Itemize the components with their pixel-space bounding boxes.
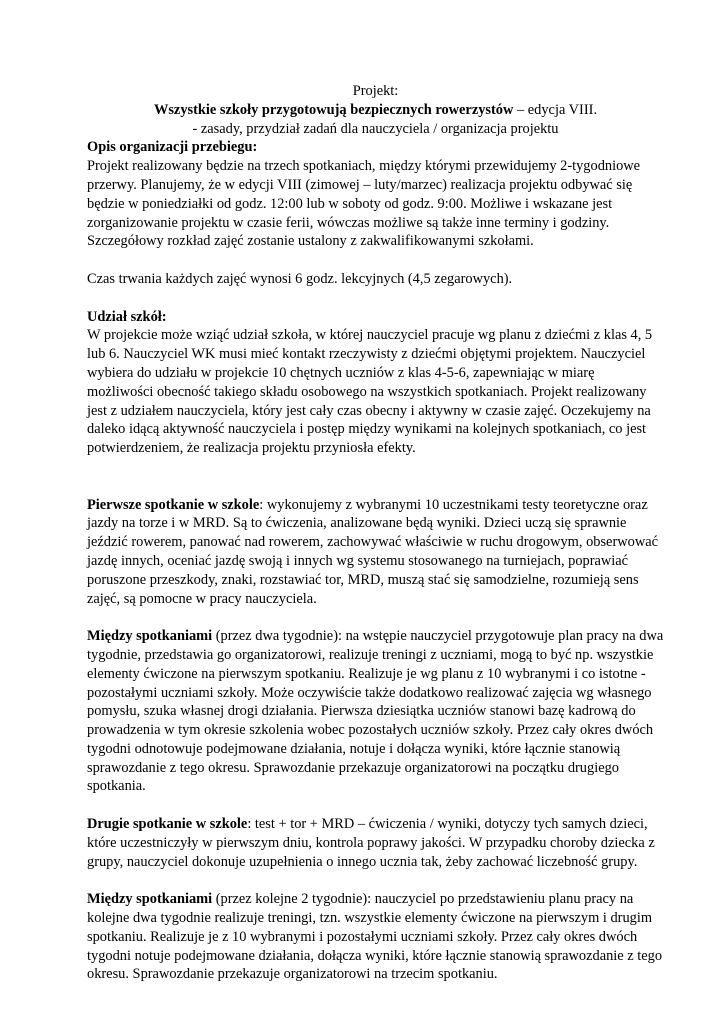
- drugie-text: : test + tor + MRD – ćwiczenia / wyniki, dotyczy tych samych dzieci, które uczestniczyły w pierwszym dniu, kontrola poprawy jakości. W przypadku choroby dziecka z grupy, nauczyciel dokonuje uzupełnienia o innego ucznia tak, żeby zachować liczebność grupy.: [87, 816, 655, 870]
- title-bold: Wszystkie szkoły przygotowują bezpiecznych rowerzystów: [153, 101, 514, 118]
- document-title: [87, 101, 664, 120]
- miedzy1-heading: Między spotkaniami: [87, 628, 213, 645]
- drugie-paragraph: [87, 815, 664, 871]
- pierwsze-text: : wykonujemy z wybranymi 10 uczestnikami testy teoretyczne oraz jazdy na torze i w MRD. Są to ćwiczenia, analizowane będą wyniki. Dzieci uczą się sprawnie jeździć rowerem, panować nad rowerem, zachowywać właściwie w ruchu drogowym, obserwować jazdę innych, oceniać jazdę swoją i innych wg systemu stosowanego na turniejach, poprawiać poruszone przeszkody, znaki, rozstawiać tor, MRD, muszą stać się samodzielne, rozumieją sens zajęć, są pomocne w pracy nauczyciela.: [87, 496, 658, 607]
- miedzy2-text: (przez kolejne 2 tygodnie): nauczyciel po przedstawieniu planu pracy na kolejne dwa tygodnie realizuje treningi, tzn. wszystkie elementy ćwiczone na pierwszym i drugim spotkaniu. Realizuje je z 10 wybranymi i pozostałymi uczniami szkoły. Przez cały okres dwóch tygodni notuje podejmowane działania, dołącza wyniki, które łącznie stanowią sprawozdanie z tego okresu. Sprawozdanie przekazuje organizatorowi na trzecim spotkaniu.: [87, 891, 663, 983]
- miedzy2-heading: Między spotkaniami: [87, 891, 213, 908]
- udzial-paragraph: W projekcie może wziąć udział szkoła, w której nauczyciel pracuje wg planu z dziećmi z klas 4, 5 lub 6. Nauczyciel WK musi mieć kontakt rzeczywisty z dziećmi objętymi projektem. Nauczyciel wybiera do udziału w projekcie 10 chętnych uczniów z klas 4-5-6, zapewniając w miarę możliwości obecność takiego składu osobowego na wszystkich spotkaniach. Projekt realizowany jest z udziałem nauczyciela, który jest cały czas obecny i aktywny w czasie zajęć. Oczekujemy na daleko idącą aktywność nauczyciela i postęp między wynikami na kolejnych spotkaniach, co jest potwierdzeniem, że realizacja projektu przyniosła efekty.: [87, 327, 653, 457]
- miedzy1-text: (przez dwa tygodnie): na wstępie nauczyciel przygotowuje plan pracy na dwa tygodnie, przedstawia go organizatorowi, realizuje treningi z uczniami, mogą to być np. wszystkie elementy ćwiczone na pierwszym spotkaniu. Realizuje je wg planu z 10 wybranymi i co istotne - pozostałymi uczniami szkoły. Może oczywiście także dodatkowo realizować zajęcia wg własnego pomysłu, szuka własnej drogi działania. Pierwsza dziesiątka uczniów stanowi bazę kadrową do prowadzenia w tym okresie szkolenia wobec pozostałych uczniów szkoły. Przez cały okres dwóch tygodni odnotowuje podejmowane działania, notuje i dołącza wyniki, które łącznie stanowią sprawozdanie z tego okresu. Sprawozdanie przekazuje organizatorowi na początku drugiego spotkania.: [87, 628, 664, 795]
- drugie-heading: Drugie spotkanie w szkole: [87, 816, 248, 833]
- duration-paragraph: Czas trwania każdych zajęć wynosi 6 godz. lekcyjnych (4,5 zegarowych).: [87, 270, 513, 287]
- opis-heading: Opis organizacji przebiegu:: [87, 139, 258, 156]
- document-subtitle: - zasady, przydział zadań dla nauczyciela / organizacja projektu: [192, 120, 559, 137]
- header-label: Projekt:: [352, 83, 399, 99]
- miedzy1-paragraph: [87, 627, 664, 796]
- udzial-heading: Udział szkół:: [87, 308, 167, 325]
- miedzy2-paragraph: [87, 890, 664, 984]
- title-edition: – edycja VIII.: [513, 101, 598, 118]
- pierwsze-paragraph: [87, 496, 664, 609]
- opis-paragraph: Projekt realizowany będzie na trzech spotkaniach, między którymi przewidujemy 2-tygodniowe przerwy. Planujemy, że w edycji VIII (zimowej – luty/marzec) realizacja projektu odbywać się będzie w poniedziałki od godz. 12:00 lub w soboty od godz. 9:00. Możliwe i wskazane jest zorganizowanie projektu w czasie ferii, wówczas możliwe są także inne terminy i godziny. Szczegółowy rozkład zajęć zostanie ustalony z zakwalifikowanymi szkołami.: [87, 158, 641, 250]
- pierwsze-heading: Pierwsze spotkanie w szkole: [87, 496, 260, 513]
